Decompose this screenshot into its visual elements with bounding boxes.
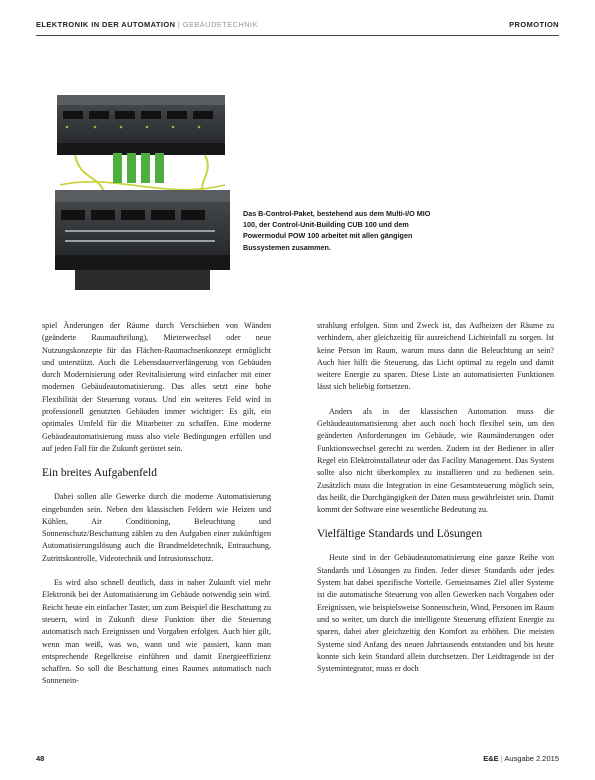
paragraph: Heute sind in der Gebäudeautomatisierung eine ganze Reihe von Standards und Lösungen zu finden. Jeder dieser Standards oder jedes System hat dabei spezifische Vorteile. Gemeinsames Ziel aller Systeme ist die automatische Steuerung von allen Gewerken nach Vorgaben oder Ereignissen, wie beispielsweise Sonnenschein, Wind, Personen im Raum und so weiter, um durch die intelligente Steuerung effizient Energie zu sparen, dabei aber gleichzeitig den Komfort zu erhöhen. Die meisten Systeme sind Anfang des neuen Jahrtausends entstanden und bis heute konnte sich kein Standard allein durchsetzen. Der Leidtragende ist der Systemintegrator, muss er doch bbox=[317, 553, 554, 674]
section-title: ELEKTRONIK IN DER AUTOMATION bbox=[36, 20, 176, 29]
product-photo bbox=[55, 55, 230, 305]
section-heading: Vielfältige Standards und Lösungen bbox=[317, 528, 483, 541]
paragraph: spiel Änderungen der Räume durch Verschieben von Wänden (geänderte Raumaufteilung), Mieterwechsel oder neue Nutzungskonzepte für das Flächen-Raumachsenkonzept ermöglicht und unterstützt. Auch die Lebensdauerverlängerung von Gebäuden durch Modernisierung oder Revitalisierung wird einfacher mit einer modernen Gebäudeautomatisierung. Das alles setzt eine hohe Flexibilität der Steuerung voraus. Und ein weiteres Feld wird in professionell genutzten Gebäuden immer wichtiger: Es gilt, ein optimales Umfeld für die Mitarbeiter zu schaffen. Eine moderne Gebäudeautomatisierung muss also viele Bedingungen erfüllen und auf jeden Fall für die Zukunft gerüstet sein. bbox=[42, 321, 271, 453]
right-column bbox=[317, 320, 554, 675]
paragraph: strahlung erfolgen. Sinn und Zweck ist, das Aufheizen der Räume zu verhindern, aber gleichzeitig für ausreichend Lichteinfall zu sorgen. Ist keine Person im Raum, warum muss dann die Beleuchtung an sein? Auch hier hilft die Steuerung, das Licht optimal zu regeln und damit weitere Energie zu sparen. Diese Liste an automatisierten Funktionen lässt sich beliebig fortsetzen. bbox=[317, 321, 554, 392]
section-heading: Ein breites Aufgabenfeld bbox=[42, 467, 157, 480]
section-label: ELEKTRONIK IN DER AUTOMATION | GEBÄUDETECHNIK bbox=[36, 20, 258, 29]
magazine-name: E&E bbox=[483, 754, 499, 763]
magazine-info: E&E | Ausgabe 2.2015 bbox=[483, 754, 559, 763]
figure-caption: Das B-Control-Paket, bestehend aus dem Multi-I/O MIO 100, der Control-Unit-Building CUB 100 und dem Powermodul POW 100 arbeitet mit allen gängigen Bussystemen zusammen. bbox=[243, 209, 431, 252]
left-column bbox=[42, 320, 271, 688]
header-rule bbox=[36, 35, 559, 36]
green-connectors bbox=[113, 153, 164, 183]
paragraph: Es wird also schnell deutlich, dass in naher Zukunft viel mehr Elektronik bei der Automatisierung im Gebäude notwendig sein wird. Reicht heute ein einfacher Taster, um zum Beispiel die Beschattung zu steuern, wird in Zukunft diese Funktion über die Steuerung automatisch nach Ereignissen und Vorgaben erfolgen. Auch hier gilt, wenn man weiß, was wo, wann und wie passiert, kann man entsprechende Regelkreise einführen und damit Energieeffizienz schaffen. So soll die Beschattung eines Raumes automatisch nach Sonnenein- bbox=[42, 578, 271, 686]
page-footer bbox=[36, 754, 559, 766]
page-number: 48 bbox=[36, 754, 45, 763]
paragraph: Anders als in der klassischen Automation muss die Gebäudeautomatisierung aber auch noch hoch flexibel sein, um den geänderten Anforderungen im Gebäude, wie Raumänderungen oder Funktionswechsel gerecht zu werden. Zudem ist der Bediener in aller Regel ein Elektroinstallateur oder das Facility Management. Das System sollte also nicht überkomplex zu installieren und zu bedienen sein. Zusätzlich muss die Integration in eine Gesamtsteuerung möglich sein, das heißt, die Durchgängigkeit der Daten muss gewährleistet sein. Damit kommt der Software eine wesentliche Bedeutung zu. bbox=[317, 406, 554, 515]
paragraph: Dabei sollen alle Gewerke durch die moderne Automatisierung eingebunden sein. Neben den klassischen Feldern wie Heizen und Kühlen, Air Conditioning, Beleuchtung und Sonnenschutz/Beschattung zählen zu den Aufgaben einer zukünftigen Automatisierungslösung auch die Brandmeldetechnik, Entrauchung, Zutrittskontrolle, Videotechnik und Intrusionsschutz. bbox=[42, 492, 271, 563]
promotion-tag: PROMOTION bbox=[509, 20, 559, 29]
page-header bbox=[36, 20, 559, 34]
subsection-title: GEBÄUDETECHNIK bbox=[182, 20, 258, 29]
issue-label: Ausgabe 2.2015 bbox=[504, 754, 559, 763]
